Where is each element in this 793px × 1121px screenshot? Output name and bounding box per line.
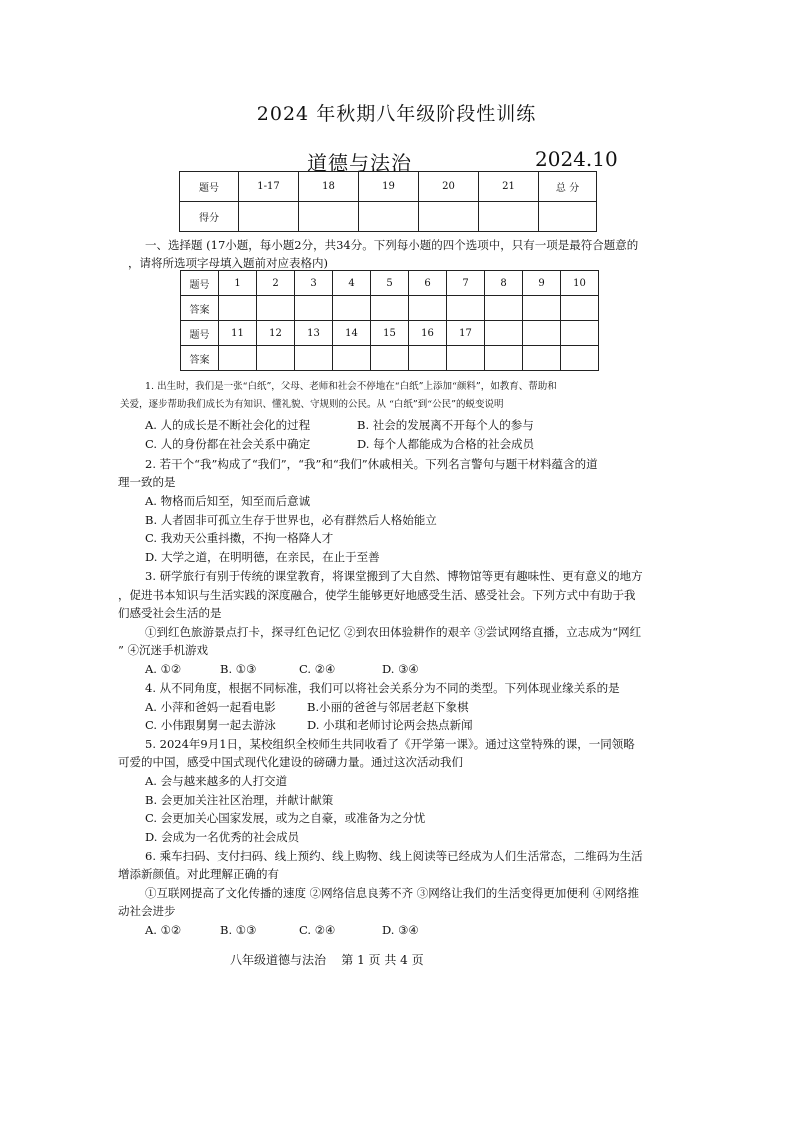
question-number: 11 — [219, 321, 257, 346]
question-number: 8 — [485, 271, 523, 296]
question-5-option-c: C. 会更加关心国家发展，或为之自豪，或准备为之分忧 — [145, 811, 426, 825]
score-row-label: 得分 — [180, 202, 239, 232]
question-3-statements: ” ④沉迷手机游戏 — [118, 643, 209, 657]
subject-title: 道德与法治 — [307, 151, 412, 175]
question-2-text: 理一致的是 — [118, 475, 176, 489]
answer-cell — [523, 321, 561, 346]
answer-cell — [371, 346, 409, 371]
answer-table-row — [181, 296, 599, 321]
answer-cell — [485, 321, 523, 346]
score-cell — [239, 202, 299, 232]
score-table-row — [180, 202, 597, 232]
section-intro: ，请将所选项字母填入题前对应表格内) — [128, 256, 328, 270]
question-3-option-b: B. ①③ — [220, 662, 257, 676]
question-1-option-d: D. 每个人都能成为合格的社会成员 — [357, 437, 535, 451]
question-number: 15 — [371, 321, 409, 346]
answer-table-row — [181, 271, 599, 296]
answer-cell — [333, 296, 371, 321]
question-3-text: ，促进书本知识与生活实践的深度融合，使学生能够更好地感受生活、感受社会。下列方式中有助于我 — [118, 588, 636, 602]
answer-cell — [257, 346, 295, 371]
question-4-option-c: C. 小伟跟舅舅一起去游泳 — [145, 718, 276, 732]
question-5-text: 可爱的中国，感受中国式现代化建设的磅礴力量。通过这次活动我们 — [118, 755, 463, 769]
answer-cell — [485, 296, 523, 321]
answer-cell — [409, 296, 447, 321]
score-cell — [359, 202, 419, 232]
score-cell — [299, 202, 359, 232]
answer-row-label: 题号 — [181, 321, 219, 346]
exam-date: 2024.10 — [535, 147, 618, 171]
question-number: 17 — [447, 321, 485, 346]
score-column-header: 1-17 — [239, 172, 299, 202]
question-2-option-d: D. 大学之道，在明明德，在亲民，在止于至善 — [145, 550, 380, 564]
question-3-option-a: A. ①② — [145, 662, 182, 676]
score-table-row — [180, 172, 597, 202]
answer-row-label: 答案 — [181, 346, 219, 371]
score-column-header: 21 — [479, 172, 539, 202]
question-6-option-c: C. ②④ — [299, 923, 336, 937]
question-5-option-a: A. 会与越来越多的人打交道 — [145, 774, 288, 788]
question-6-option-a: A. ①② — [145, 923, 182, 937]
section-intro: 一、选择题 (17小题，每小题2分，共34分。下列每小题的四个选项中，只有一项是最符合题意的 — [145, 238, 639, 252]
answer-cell — [447, 346, 485, 371]
question-2-text: 2. 若干个“我”构成了“我们”，“我”和“我们”休戚相关。下列名言警句与题干材料蕴含的道 — [145, 457, 598, 471]
question-3-text: 们感受社会生活的是 — [118, 606, 222, 620]
answer-row-label: 题号 — [181, 271, 219, 296]
answer-table-row — [181, 346, 599, 371]
question-number: 9 — [523, 271, 561, 296]
score-row-label: 题号 — [180, 172, 239, 202]
question-number: 10 — [561, 271, 599, 296]
page-title: 2024 年秋期八年级阶段性训练 — [256, 103, 537, 125]
answer-cell — [447, 296, 485, 321]
answer-table-row — [181, 321, 599, 346]
question-1-text: 1. 出生时，我们是一张“白纸”，父母、老师和社会不停地在“白纸”上添加“颜料”，如教育、帮助和 — [145, 381, 557, 392]
answer-cell — [561, 296, 599, 321]
question-4-option-a: A. 小萍和爸妈一起看电影 — [145, 700, 276, 714]
question-6-option-d: D. ③④ — [382, 923, 419, 937]
question-6-text: 6. 乘车扫码、支付扫码、线上预约、线上购物、线上阅读等已经成为人们生活常态，二维码为生活 — [145, 849, 643, 863]
score-table — [179, 171, 597, 232]
score-column-header: 19 — [359, 172, 419, 202]
question-4-option-d: D. 小琪和老师讨论两会热点新闻 — [307, 718, 473, 732]
answer-cell — [295, 346, 333, 371]
question-number: 14 — [333, 321, 371, 346]
answer-cell — [257, 296, 295, 321]
question-number: 13 — [295, 321, 333, 346]
score-cell — [479, 202, 539, 232]
answer-cell — [523, 346, 561, 371]
question-6-statements: ①互联网提高了文化传播的速度 ②网络信息良莠不齐 ③网络让我们的生活变得更加便利 ④网络推 — [145, 886, 639, 900]
question-4-text: 4. 从不同角度，根据不同标准，我们可以将社会关系分为不同的类型。下列体现业缘关系的是 — [145, 681, 620, 695]
answer-cell — [523, 296, 561, 321]
question-3-option-d: D. ③④ — [382, 662, 419, 676]
page-footer: 八年级道德与法治 第 1 页 共 4 页 — [230, 953, 424, 967]
question-2-option-c: C. 我劝天公重抖擞，不拘一格降人才 — [145, 531, 334, 545]
question-6-text: 增添新颜值。对此理解正确的有 — [118, 867, 279, 881]
question-number: 7 — [447, 271, 485, 296]
answer-table — [180, 270, 599, 371]
answer-cell — [371, 296, 409, 321]
score-column-header: 总 分 — [539, 172, 597, 202]
answer-cell — [409, 346, 447, 371]
question-number: 6 — [409, 271, 447, 296]
score-cell — [539, 202, 597, 232]
question-3-option-c: C. ②④ — [299, 662, 336, 676]
question-5-text: 5. 2024年9月1日，某校组织全校师生共同收看了《开学第一课》。通过这堂特殊的课，一同领略 — [145, 737, 635, 751]
score-column-header: 20 — [419, 172, 479, 202]
question-6-statements: 动社会进步 — [118, 904, 176, 918]
question-5-option-d: D. 会成为一名优秀的社会成员 — [145, 830, 300, 844]
score-column-header: 18 — [299, 172, 359, 202]
answer-cell — [295, 296, 333, 321]
question-3-statements: ①到红色旅游景点打卡，探寻红色记忆 ②到农田体验耕作的艰辛 ③尝试网络直播，立志成为“网红 — [145, 625, 642, 639]
question-6-option-b: B. ①③ — [220, 923, 257, 937]
question-number: 16 — [409, 321, 447, 346]
score-cell — [419, 202, 479, 232]
question-1-text: 关爱，逐步帮助我们成长为有知识、懂礼貌、守规则的公民。从 “白纸”到“公民”的蜕变说明 — [120, 399, 504, 410]
question-1-option-a: A. 人的成长是不断社会化的过程 — [145, 418, 311, 432]
question-4-option-b: B.小丽的爸爸与邻居老赵下象棋 — [307, 700, 469, 714]
question-3-text: 3. 研学旅行有别于传统的课堂教育，将课堂搬到了大自然、博物馆等更有趣味性、更有意义的地方 — [145, 569, 643, 583]
question-2-option-b: B. 人者固非可孤立生存于世界也，必有群然后人格始能立 — [145, 513, 437, 527]
question-1-option-c: C. 人的身份都在社会关系中确定 — [145, 437, 311, 451]
question-number: 4 — [333, 271, 371, 296]
answer-cell — [219, 296, 257, 321]
question-5-option-b: B. 会更加关注社区治理，并献计献策 — [145, 793, 334, 807]
question-number: 12 — [257, 321, 295, 346]
answer-row-label: 答案 — [181, 296, 219, 321]
answer-cell — [485, 346, 523, 371]
question-2-option-a: A. 物格而后知至，知至而后意诚 — [145, 494, 311, 508]
question-number: 3 — [295, 271, 333, 296]
answer-cell — [219, 346, 257, 371]
question-1-option-b: B. 社会的发展离不开每个人的参与 — [357, 418, 534, 432]
answer-cell — [561, 346, 599, 371]
answer-cell — [561, 321, 599, 346]
question-number: 5 — [371, 271, 409, 296]
question-number: 2 — [257, 271, 295, 296]
question-number: 1 — [219, 271, 257, 296]
answer-cell — [333, 346, 371, 371]
